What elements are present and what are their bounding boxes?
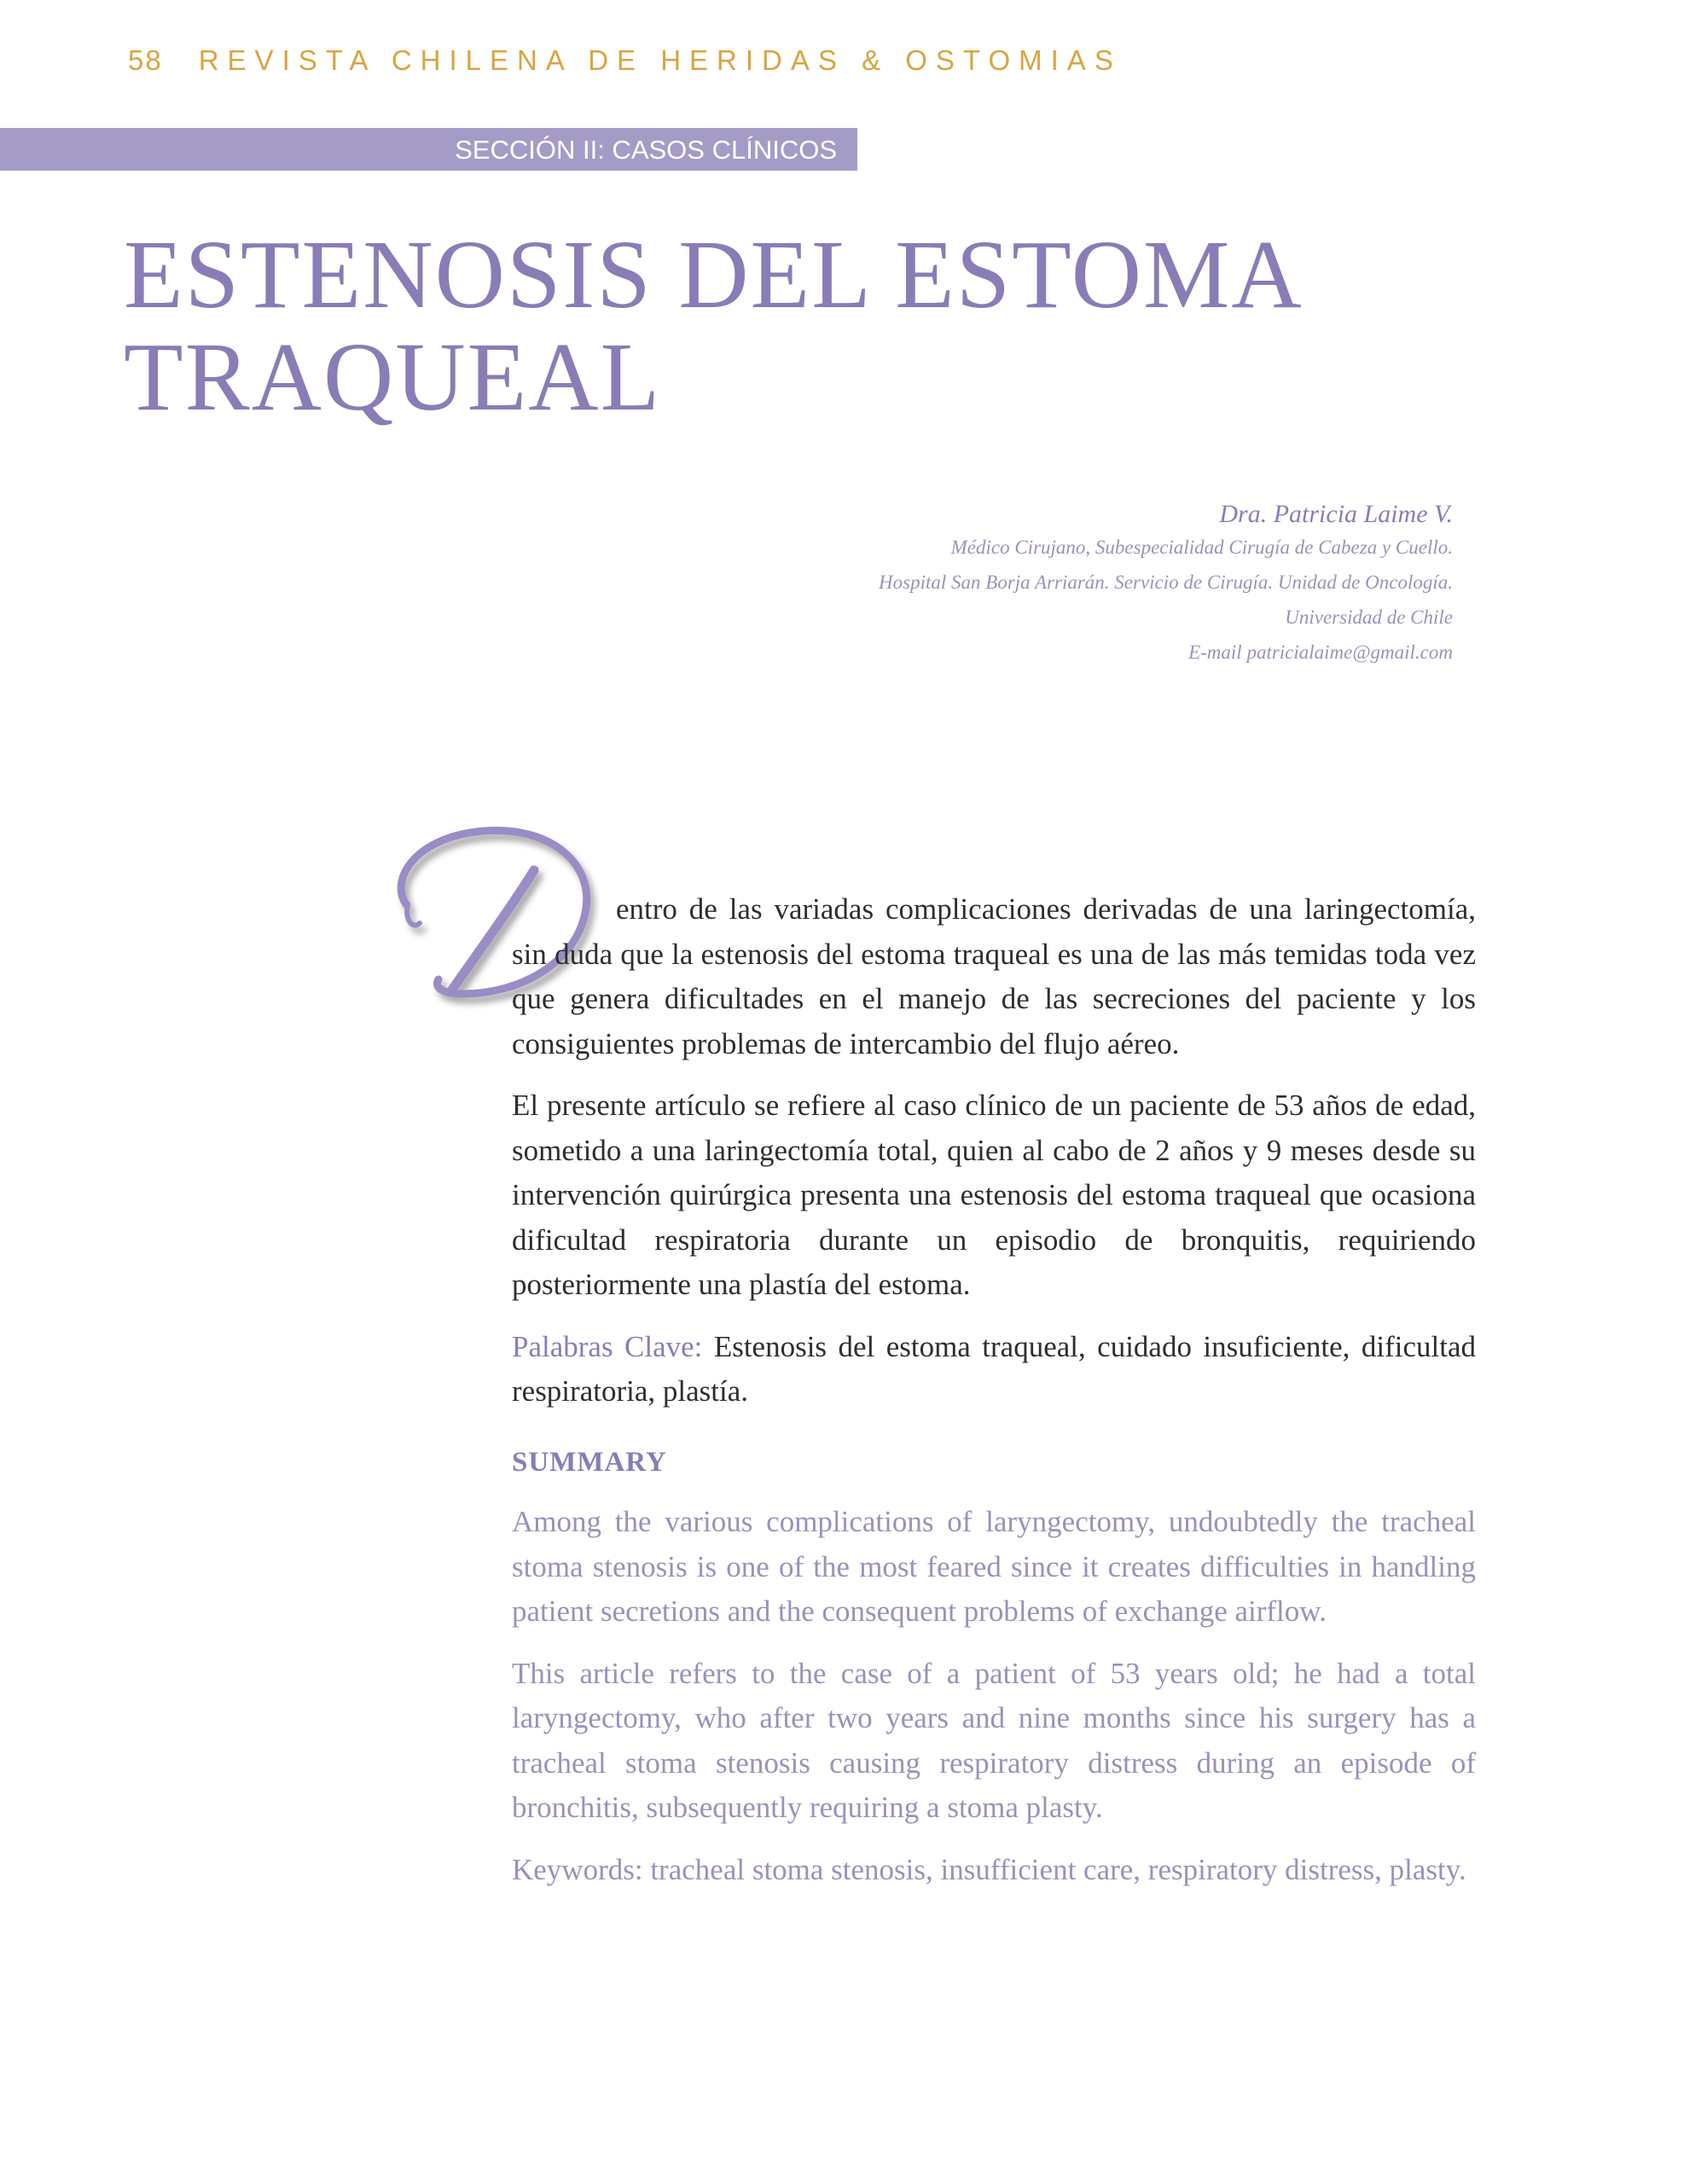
title-line-1: ESTENOSIS DEL ESTOMA (124, 220, 1303, 328)
section-band (0, 128, 857, 171)
summary-paragraph-1: Among the various complications of laryngectomy, undoubtedly the tracheal stoma stenosis is one of the most feared since it creates difficulties in handling patient secretions and the consequent problems of exchange airflow. (512, 1505, 1476, 1628)
summary-section (512, 1500, 1476, 1892)
drop-cap-letter: D (382, 819, 383, 820)
abstract-paragraph-1: entro de las variadas complicaciones derivadas de una laringectomía, sin duda que la estenosis del estoma traqueal es una de las más temidas toda vez que genera dificultades en el manejo de las secreciones del paciente y los consiguientes problemas de intercambio del flujo aéreo. (512, 892, 1476, 1060)
summary-paragraph-2: This article refers to the case of a patient of 53 years old; he had a total laryngectomy, who after two years and nine months since his surgery has a tracheal stoma stenosis causing respiratory distress during an episode of bronchitis, subsequently requiring a stoma plasty. (512, 1656, 1476, 1824)
author-email: E-mail patricialaime@gmail.com (1188, 642, 1453, 663)
affiliation-1: Médico Cirujano, Subespecialidad Cirugía de Cabeza y Cuello. (950, 537, 1453, 558)
summary-keywords: Keywords: tracheal stoma stenosis, insufficient care, respiratory distress, plasty. (512, 1852, 1466, 1886)
author-name: Dra. Patricia Laime V. (1219, 500, 1453, 528)
running-header (128, 44, 1122, 77)
author-block (879, 499, 1453, 670)
abstract-paragraph-2: El presente artículo se refiere al caso clínico de un paciente de 53 años de edad, sometido a una laringectomía total, quien al cabo de 2 años y 9 meses desde su intervención quirúrgica presenta una estenosis del estoma traqueal que ocasiona dificultad respiratoria durante un episodio de bronquitis, requiriendo posteriormente una plastía del estoma. (512, 1089, 1476, 1301)
article-title (124, 220, 1489, 431)
affiliation-2: Hospital San Borja Arriarán. Servicio de Cirugía. Unidad de Oncología. (879, 572, 1453, 593)
journal-name: REVISTA CHILENA DE HERIDAS & OSTOMIAS (198, 44, 1122, 76)
keywords-label: Palabras Clave: (512, 1329, 703, 1363)
keywords-es-text: Estenosis del estoma traqueal, cuidado insuficiente, dificultad respiratoria, plastía. (512, 1329, 1476, 1408)
title-line-2: TRAQUEAL (124, 322, 662, 431)
article-body (512, 887, 1476, 1909)
summary-heading: SUMMARY (512, 1446, 667, 1478)
section-label: SECCIÓN II: CASOS CLÍNICOS (455, 135, 837, 165)
keywords-es (512, 1325, 1476, 1414)
affiliation-3: Universidad de Chile (1285, 607, 1453, 628)
page-number: 58 (128, 44, 163, 76)
